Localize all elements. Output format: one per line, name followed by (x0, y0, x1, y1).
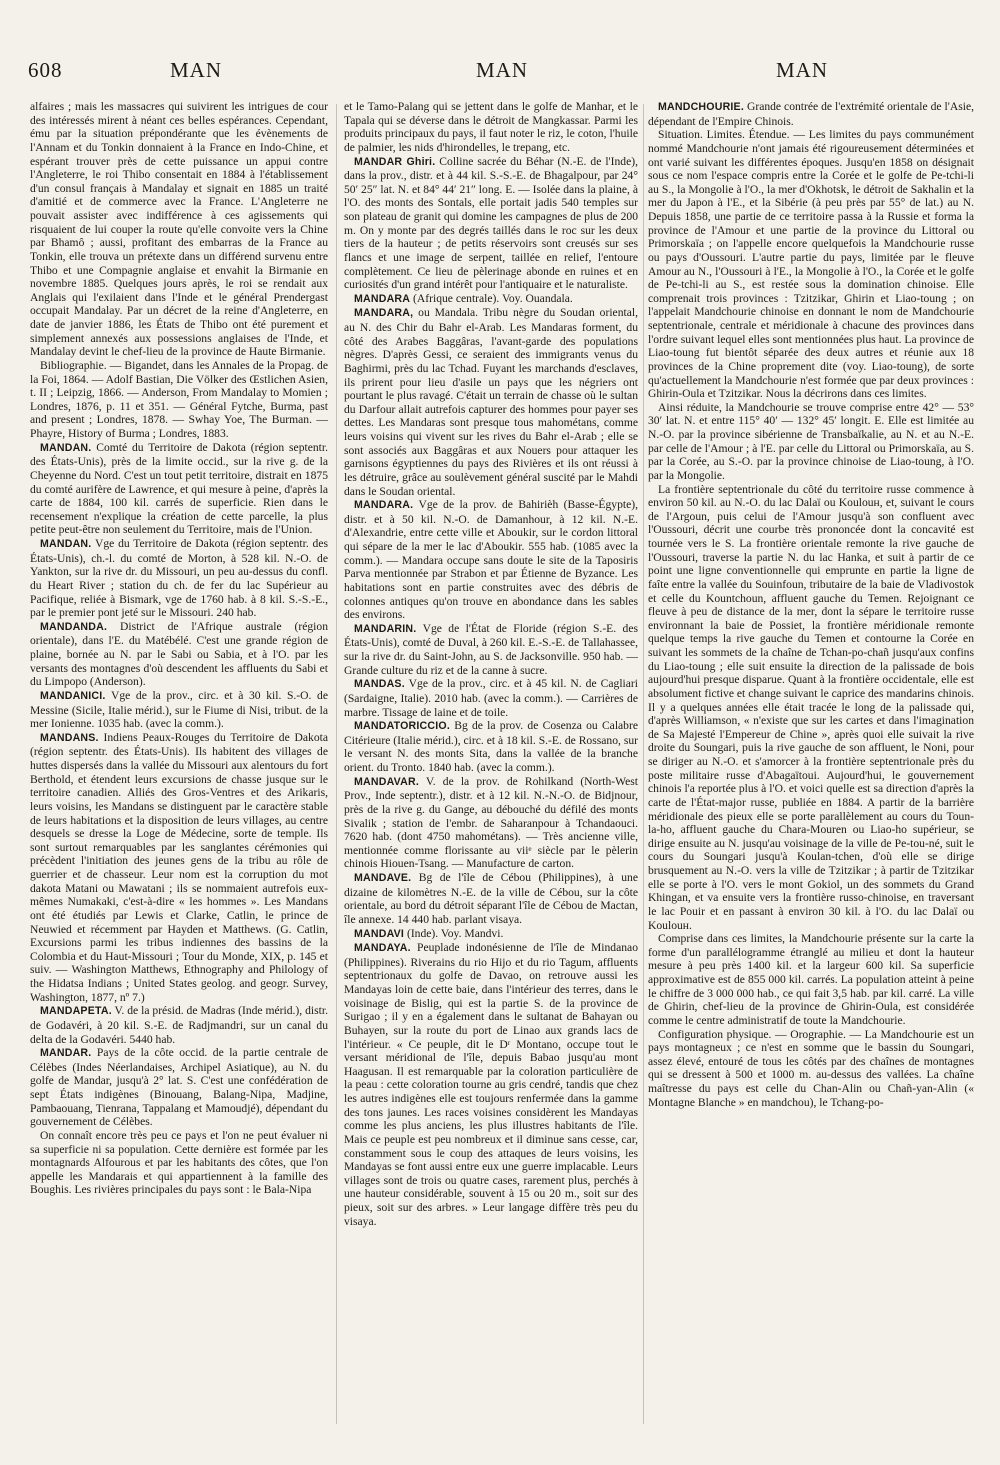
paragraph (648, 932, 974, 1027)
entry-text: V. de la présid. de Madras (Inde mérid.), distr. de Godavéri, à 20 kil. S.-E. de Radjmandri, sur un canal du delta de la Godavéri. 5440 hab. (30, 1004, 328, 1046)
entry-text: Bg de l'île de Cébou (Philippines), à une dizaine de kilomètres N.-E. de la ville de Cébou, sur la côte orientale, au bord du détroit séparant l'île de Cébou de Mactan, île annexe. 14 440 hab. parlant visaya. (344, 871, 638, 926)
entry (30, 731, 328, 1005)
entry-headword: MANDAR. (40, 1047, 92, 1060)
entry (344, 292, 638, 307)
entry-text: Grande contrée de l'extrémité orientale de l'Asie, dépendant de l'Empire Chinois. (648, 100, 974, 128)
entry-text: Ainsi réduite, la Mandchourie se trouve comprise entre 42° — 53° 30′ lat. N. et entre 115° 40′ — 132° 45′ longit. E. Elle est limitée au N.-O. par la province sibérienne de Transbaïkalie, au N. et au N.-E. par celle de l'Amour ; à l'E. par celle du Littoral ou Primorskaïa, au S. par la Corée, au S.-O. par la province chinoise de Liao-toung, à l'O. par la Mongolie. (648, 400, 974, 482)
paragraph (30, 100, 328, 359)
entry-headword: MANDANDA. (40, 620, 108, 633)
entry (344, 306, 638, 498)
entry-headword: MANDAVI (354, 927, 405, 940)
entry (30, 689, 328, 731)
running-head-left: MAN (170, 58, 223, 82)
running-head-right: MAN (776, 58, 829, 82)
entry-text: Peuplade indonésienne de l'île de Mindanao (Philippines). Riverains du rio Hijo et du rio Tagum, affluents septentrionaux du golfe de Davao, on retrouve aussi les Mandayas loin de cette baie, dans l'intérieur des terres, dans le voisinage de Bislig, qui est la partie S. de la province de Surigao ; il y en a également dans le sultanat de Bahayan ou Buhayen, sur la route du port de Linao aux grands lacs de l'intérieur. « Ce peuple, dit le Dʳ Montano, occupe tout le versant méridional de l'île, depuis Babao jusqu'au mont Haagusan. Il est remarquable par la coloration particulière de la peau : cette coloration tourne au gris cendré, tandis que chez les autres indigènes elle est toujours renfermée dans la gamme des tons jaunes. Les races voisines considèrent les Mandayas comme les plus anciens, les plus illustres habitants de l'île. Mais ce peuple est peu nombreux et il diminue sans cesse, car, constamment sous le coup des attaques de leurs voisins, les Mandayas se font aussi entre eux une guerre implacable. Leurs villages sont de trois ou quatre cases, rarement plus, perchés à une hauteur considérable, souvent à 15 ou 20 m., soit sur des pieux, soit sur des arbres. » Leur langage diffère très peu du visaya. (344, 941, 638, 1228)
entry-headword: MANDARA (354, 292, 411, 305)
running-head-center: MAN (476, 58, 529, 82)
entry-text: On connaît encore très peu ce pays et l'on ne peut évaluer ni sa superficie ni sa population. Cette dernière est formée par les montagnards Alfourous et par les habitants des côtes, que l'on appelle les Mandarais et qui appartiennent à la famille des Boughis. Les rivières principales du pays sont : le Bala-Nipa (30, 1128, 328, 1197)
entry-text: Comprise dans ces limites, la Mandchourie présente sur la carte la forme d'un parallélogramme étranglé au milieu et dont la hauteur mesure à peu près 1400 kil. et la largeur 600 kil. Sa superficie approximative est de 855 000 kil. carrés. La population atteint à peine le chiffre de 3 000 000 hab., ce qui fait 3,5 hab. par kil. carré. La ville de Ghirin, chef-lieu de la province de Ghirin-Oula, est considérée comme le centre administratif de toute la Mandchourie. (648, 932, 974, 1027)
entry-text: et le Tamo-Palang qui se jettent dans le golfe de Manhar, et le Tapala qui se déverse dans le détroit de Mangkassar. Parmi les produits principaux du pays, il faut noter le riz, le coton, l'huile de palmier, les nids d'hirondelles, le trepang, etc. (344, 100, 638, 154)
entry (30, 620, 328, 689)
entry-headword: MANDANS. (40, 731, 99, 744)
entry-text: Bibliographie. — Bigandet, dans les Annales de la Propag. de la Foi, 1864. — Adolf Bastian, Die Völker des Œstlichen Asien, t. II ; Leipzig, 1866. — Anderson, From Mandalay to Momien ; Londres, 1876, p. 11 et 351. — Général Fytche, Burma, past and present ; Londres, 1878. — Swhay Yoe, The Burman. — Phayre, History of Burma ; Londres, 1883. (30, 358, 328, 440)
entry-text: District de l'Afrique australe (région orientale), dans l'E. du Matébélé. C'est une grande région de plaine, bornée au N. par le Sabi ou Sabia, et à l'O. par les versants des montagnes d'où descendent les affluents du Sabi et du Limpopo (Anderson). (30, 619, 328, 689)
entry (344, 927, 638, 942)
entry (30, 537, 328, 620)
entry-text: Vge du Territoire de Dakota (région septentr. des États-Unis), ch.-l. du comté de Morton, à 528 kil. N.-O. de Yankton, sur la rive dr. du Missouri, un peu au-dessus du confl. du Heart River ; station du ch. de fer du lac Supérieur au Pacifique, reliée à Bismark, vge de 1760 hab. à 8 kil. S.-S.-E., par le premier pont jeté sur le Missouri. 240 hab. (30, 537, 328, 620)
entry (344, 941, 638, 1228)
entry-text: Bg de la prov. de Cosenza ou Calabre Citérieure (Italie mérid.), circ. et à 18 kil. S.-E. de Rossano, sur le versant N. des monts Sita, dans la vallée de la branche orient. du Tronto. 1840 hab. (avec la comm.). (344, 719, 638, 774)
entry-text: (Afrique centrale). Voy. Ouandala. (410, 291, 573, 305)
entry (344, 871, 638, 927)
entry-text: alfaires ; mais les massacres qui suivirent les intrigues de cour des intéressés mirent à néant ces belles espérances. Cependant, ému par la situation prépondérante que les évènements de l'Annam et du Tonkin donnaient à la France en Indo-Chine, et espérant trouver près de cette puissance un appui contre l'Angleterre, le roi Thibo consentait en 1884 à l'établissement d'un consul français à Mandalay et signait en 1885 un traité d'amitié et de commerce avec la France. L'Angleterre ne pouvait assister avec indifférence à ces agissements qui risquaient de lui couper la route qu'elle convoite vers la Chine par Bhamô ; aussi, profitant des embarras de la France au Tonkin, elle trouva un prétexte dans un différend survenu entre Thibo et une Compagnie anglaise et envahit la Birmanie en novembre 1885. Quelques jours après, le roi se rendait aux Anglais qui l'exilaient dans l'Inde et le général Prendergast occupait Mandalay. Par un décret de la reine d'Angleterre, en date de janvier 1886, les États de Thibo ont été purement et simplement annexés aux possessions anglaises de l'Inde, et Mandalay devint le chef-lieu de la province de Haute Birmanie. (30, 100, 328, 359)
entry (30, 1004, 328, 1046)
entry-text: Comté du Territoire de Dakota (région septentr. des États-Unis), près de la limite occid., sur la rive g. de la Cheyenne du Nord. C'est un tout petit territoire, distrait en 1875 du comté aurifère de Lawrence, et qui mesure à peine, d'après la carte de 1884, 100 kil. carrés de superficie. Rien dans le recensement n'explique la création de cette parcelle, la plus petite peut-être non seulement du Territoire, mais de l'Union. (30, 440, 328, 537)
entry-text: Indiens Peaux-Rouges du Territoire de Dakota (région septentr. des États-Unis). Ils habitent des villages de huttes dispersés dans la vallée du Missouri aux alentours du fort Berthold, et étendent leurs excursions de chasse jusque sur le territoire canadien. Alliés des Gros-Ventres et des Arikaris, leurs voisins, les Mandans se distinguent par le caractère stable de leurs habitations et la disposition de leurs villages, au centre desquels se dresse la Loge de Médecine, sorte de temple. Ils sont surtout remarquables par les sanglantes cérémonies qui précèdent l'initiation des jeunes gens de la tribu au rôle de guerrier et de chasseur. Leur nom est la corruption du mot dakota Matani ou Mawatani ; ils se nommaient autrefois eux-mêmes Numakaki, c'est-à-dire « les hommes ». Les Mandans ont été étudiés par Lewis et Clarke, Catlin, le prince de Neuwied et récemment par Hayden et Matthews. (G. Catlin, Excursions parmi les tribus indiennes des bassins de la Colombia et du Haut-Missouri ; Tour du Monde, XIX, p. 145 et suiv. — Washington Matthews, Ethnography and Philology of the Hidatsa Indians ; United States geolog. and geogr. Survey, Washington, 1877, nº 7.) (30, 730, 328, 1004)
entry-text: ou Mandala. Tribu nègre du Soudan oriental, au N. des Chir du Bahr el-Arab. Les Mandaras forment, du côté des Arabes Baggâras, l'avant-garde des populations nègres. D'après Gessi, ce seraient des immigrants venus du Baghirmi, près du lac Tchad. Fuyant les marchands d'esclaves, ils prirent pour lieu d'asile un pays que les négriers ont pourtant le plus ravagé. C'était un terrain de chasse où le sultan du Darfour allait autrefois capturer des hommes pour payer ses dettes. Les Mandaras sont presque tous mahométans, comme leurs voisins qui vivent sur les rives du Bahr el-Arab ; elle se sont associés aux Baggâras et aux Nouers pour attaquer les garnisons égyptiennes du pays des Rivières et ils ont réussi à les détruire, grâce au soulèvement général suscité par le Mahdi dans le Soudan oriental. (344, 306, 638, 498)
page-number: 608 (28, 58, 63, 82)
paragraph (648, 128, 974, 401)
entry-headword: MANDAN. (40, 538, 92, 550)
entry (30, 1046, 328, 1129)
entry-headword: MANDARA. (354, 499, 414, 512)
entry (344, 498, 638, 622)
entry-headword: MANDAVE. (354, 872, 412, 884)
entry (648, 100, 974, 128)
column-rule (336, 104, 337, 1424)
paragraph (648, 1028, 974, 1110)
text-column-1 (30, 100, 328, 1440)
paragraph (344, 100, 638, 155)
entry-headword: MANDAYA. (354, 942, 411, 955)
entry-text: Vge de la prov., circ. et à 45 kil. N. de Cagliari (Sardaigne, Italie). 2010 hab. (avec la comm.). — Carrières de marbre. Tissage de laine et de toile. (344, 677, 638, 719)
entry-headword: MANDAPETA. (40, 1005, 112, 1018)
entry-headword: MANDAVAR. (354, 775, 419, 788)
paragraph (30, 1129, 328, 1197)
entry (344, 677, 638, 719)
entry-headword: MANDARIN. (354, 622, 417, 635)
entry (344, 719, 638, 775)
paragraph (648, 483, 974, 933)
column-rule (643, 104, 644, 1424)
entry-text: V. de la prov. de Rohilkand (North-West Prov., Inde septentr.), distr. et à 12 kil. N.-N.-O. de Bidjnour, près de la rive g. du Gange, au débouché du défilé des monts Sivalik ; station de l'embr. de Saharanpour à Tchandaouci. 7620 hab. (dont 4750 mahométans). — Très ancienne ville, mentionnée comme florissante au viiᵉ siècle par le pèlerin chinois Hiouen-Tsang. — Manufacture de carton. (344, 774, 638, 871)
entry-headword: MANDAS. (354, 678, 405, 691)
entry-headword: MANDAR Ghiri. (354, 155, 436, 168)
text-column-3 (648, 100, 974, 1440)
entry-text: Vge de la prov. de Bahirièh (Basse-Égypte), distr. et à 50 kil. N.-O. de Damanhour, à 12 kil. N.-E. d'Alexandrie, entre cette ville et Aboukir, sur le cordon littoral qui sépare de la mer le lac d'Aboukir. 555 hab. (1085 avec la comm.). — Mandara occupe sans doute le site de la Taposiris Parva mentionnée par Strabon et par Étienne de Byzance. Les habitations sont en partie construites avec des débris de colonnes antiques qu'on trouve en abondance dans les sables des environs. (344, 498, 638, 622)
entry-text: La frontière septentrionale du côté du territoire russe commence à environ 50 kil. au N.-O. du lac Dalaï ou Koulouн, et, suivant le cours de l'Argoun, puis celui de l'Amour jusqu'à son confluent avec l'Oussouri, décrit une courbe très prononcée dont la concavité est tournée vers le S. La frontière orientale remonte la rive gauche de l'Oussouri, traverse la partie N. du lac Hanka, et suit à partir de ce point une ligne conventionnelle qui emprunte en partie la ligne de faîte entre la vallée du Souinfoun, tributaire de la baie de Vladivostok et celle du Kountchoun, affluent gauche du Temen. Rejoignant ce fleuve à peu de distance de la mer, dont la sépare le territoire russe environnant la baie de Possiet, la frontière méridionale remonte quelque temps la rive gauche du Temen et contourne la Corée en suivant les sommets de la chaîne de Tchan-po-chañ jusqu'aux confins du Liao-toung ; elle suit ensuite la direction de la palissade de bois aujourd'hui presque disparue. Quant à la frontière occidentale, elle est absolument fictive et change suivant le caprice des mandarins chinois. Il y a quelques années elle était tracée le long de la palissade qui, d'après Williamson, « n'existe que sur les cartes et dans l'imagination de Sa Majesté l'Empereur de Chine », après quoi elle suivait la rive droite du Soungari, puis la rive gauche de son affluent, le Noni, pour se diriger au N.-O. et s'amorcer à la frontière septentrionale près du poste militaire russe d'Abagaïtoui. Aujourd'hui, le gouvernement chinois l'a reportée plus à l'O. et voici quelle est sa direction d'après la carte de l'État-major russe, publiée en 1884. A partir de la barrière méridionale des pieux elle se porte parallèlement au cours du Toun-la-ho, affluent gauche du Chara-Mouren ou Liao-ho supérieur, se dirige ensuite au N. jusqu'au voisinage de la ville de Pe-tou-né, suit le cours du Soungari jusqu'à Koulan-tchen, d'où elle se dirige brusquement au N.-O. vers la ville de Tzitzikar ; à partir de Tzitzikar elle se porte à l'O. vers le mont Gokiol, un des sommets du Grand Khingan, et va ensuite vers la frontière russo-chinoise, en traversant le lac Pouir et en passant à environ 30 kil. à l'O. du lac Dalaï ou Koulouн. (648, 482, 974, 932)
paragraph (648, 401, 974, 483)
entry-text: (Inde). Voy. Mandvi. (404, 926, 504, 940)
entry-headword: MANDATORICCIO. (354, 720, 450, 733)
entry-headword: MANDAN. (40, 441, 92, 454)
entry-headword: MANDCHOURIE. (658, 101, 744, 113)
entry-text: Colline sacrée du Béhar (N.-E. de l'Inde), dans la prov., distr. et à 44 kil. S.-S.-E. de Bhagalpour, par 24° 50′ 25″ lat. N. et 84° 44′ 21″ long. E. — Isolée dans la plaine, à l'O. des monts des Sontals, elle portait jadis 540 temples sur son plateau de granit qui domine les campagnes de plus de 200 m. On y monte par des degrés taillés dans le roc sur les deux tiers de la hauteur ; de petits réservoirs sont creusés sur ses flancs et une image de serpent, taillée en relief, l'entoure complètement. Ce lieu de pèlerinage abonde en ruines et en curiosités d'un grand intérêt pour l'antiquaire et le naturaliste. (344, 154, 638, 292)
entry (30, 441, 328, 537)
entry-text: Pays de la côte occid. de la partie centrale de Célèbes (Indes Néerlandaises, Archipel Asiatique), au N. du golfe de Mandar, jusqu'à 2° lat. S. C'est une confédération de sept États indigènes (Binouang, Balang-Nipa, Madjine, Pambaouang, Tienrana, Tappalang et Mamoudjé), dépendant du gouvernement de Célèbes. (30, 1046, 328, 1129)
entry-text: Vge de la prov., circ. et à 30 kil. S.-O. de Messine (Sicile, Italie mérid.), sur le Fiume di Nisi, tribut. de la mer Ionienne. 1035 hab. (avec la comm.). (30, 688, 328, 731)
text-column-2 (344, 100, 638, 1440)
entry-headword: MANDARA, (354, 307, 414, 320)
entry-text: Vge de l'État de Floride (région S.-E. des États-Unis), comté de Duval, à 260 kil. E.-S.-E. de Tallahassee, sur la rive dr. du Saint-John, au S. de Jacksonville. 950 hab. — Grande culture du riz et de la canne à sucre. (344, 621, 638, 677)
entry-headword: MANDANICI. (40, 689, 106, 702)
entry-text: Configuration physique. — Orographie. — La Mandchourie est un pays montagneux ; ce n'est en somme que le bassin du Soungari, assez élevé, entouré de tous les côtés par des chaînes de montagnes qui se dressent à 500 et 1000 m. au-dessus des vallées. La chaîne maîtresse du pays est celle du Chan-Alin ou Chañ-yan-Alin (« Montagne Blanche » en mandchou), le Tchang-po- (648, 1027, 974, 1109)
entry (344, 775, 638, 871)
paragraph (30, 359, 328, 441)
entry (344, 155, 638, 292)
entry (344, 622, 638, 678)
entry-text: Situation. Limites. Étendue. — Les limites du pays communément nommé Mandchourie n'ont jamais été rigoureusement déterminées et ont varié suivant les différentes époques. Jusqu'en 1858 on désignait sous ce nom l'espace compris entre la Corée et le golfe de Pe-tchi-li au S., la Mongolie à l'O., la mer d'Okhotsk, le détroit de Sakhalin et la mer du Japon à l'E., et la Sibérie (à peu près par 55° de lat.) au N. Depuis 1858, une partie de ce territoire passa à la Russie et forma la province de l'Amour et une partie de la province du Littoral ou Primorskaïa ; on l'appelle encore quelquefois la Mandchourie russe ou pays d'Oussouri. L'autre partie du pays, limitée par le fleuve Amour au N., l'Oussouri à l'E., la Mongolie à l'O., la Corée et le golfe de Pe-tchi-li au S., est restée sous la domination chinoise. Elle comprenait trois provinces : Tzitzikar, Ghirin et Liao-toung ; on l'appelait Mandchourie chinoise en donnant le nom de Mandchourie septentrionale, centrale et méridionale à chacune des provinces dans l'ordre suivant lequel elles sont mentionnées plus haut. La province de Liao-toung fut bientôt séparée des deux autres et réunie aux 18 provinces de la Chine proprement dite (voy. Liao-toung), de sorte qu'actuellement la Mandchourie n'est formée que par deux provinces : Ghirin-Oula et Tzitzikar. Nous la décrirons dans ces limites. (648, 128, 974, 401)
